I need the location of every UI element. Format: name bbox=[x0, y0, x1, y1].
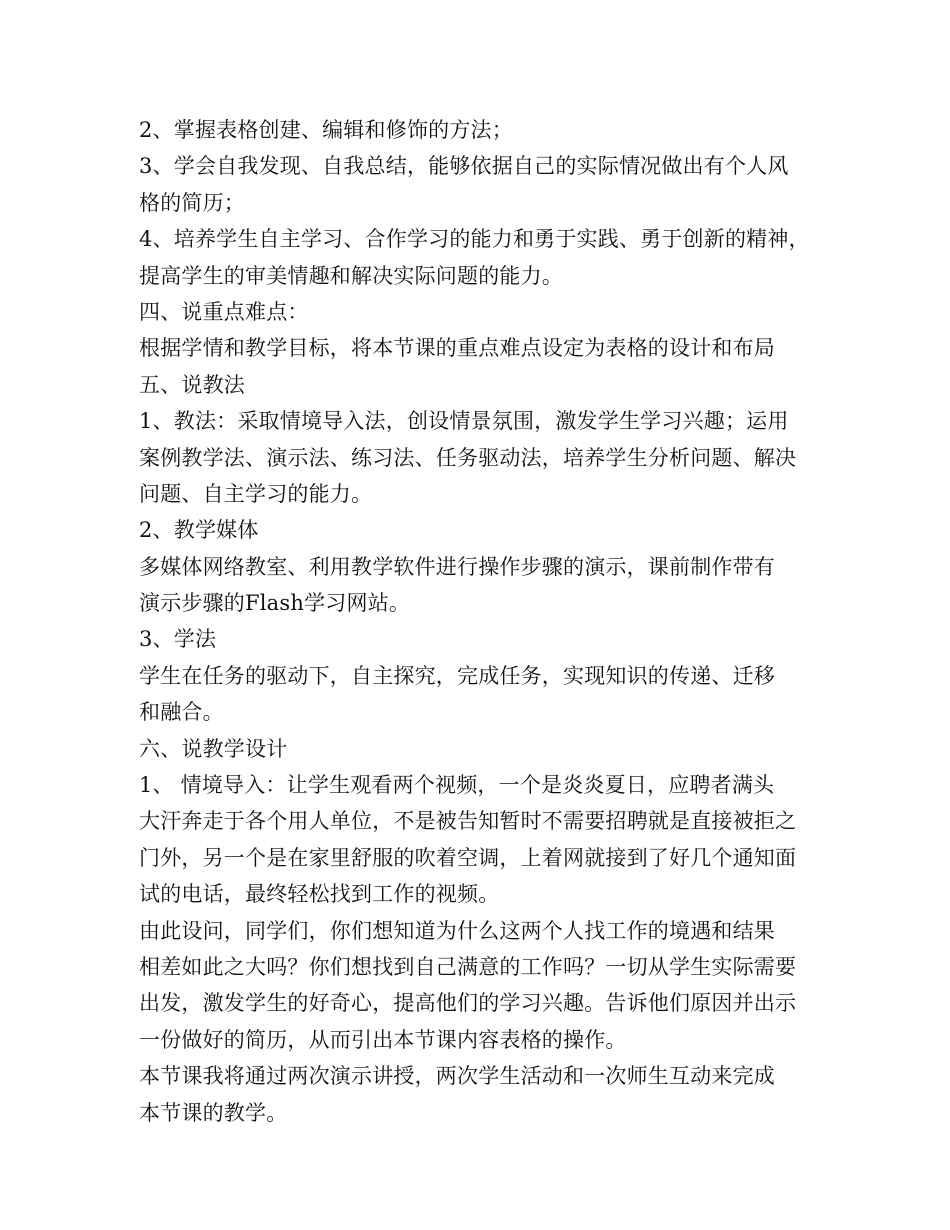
text-line: 由此设问，同学们，你们想知道为什么这两个人找工作的境遇和结果 bbox=[139, 918, 775, 943]
text-line: 多媒体网络教室、利用教学软件进行操作步骤的演示，课前制作带有 bbox=[139, 554, 775, 579]
text-line: 格的简历； bbox=[139, 190, 245, 215]
text-line: 4、培养学生自主学习、合作学习的能力和勇于实践、勇于创新的精神， bbox=[139, 227, 810, 252]
text-line: 3、学会自我发现、自我总结，能够依据自己的实际情况做出有个人风 bbox=[139, 154, 789, 179]
section-heading: 四、说重点难点： bbox=[139, 299, 309, 324]
text-line: 本节课我将通过两次演示讲授，两次学生活动和一次师生互动来完成 bbox=[139, 1064, 775, 1089]
text-line: 本节课的教学。 bbox=[139, 1100, 288, 1125]
text-line: 一份做好的简历，从而引出本节课内容表格的操作。 bbox=[139, 1027, 627, 1052]
text-line: 1、教法：采取情境导入法，创设情景氛围，激发学生学习兴趣；运用 bbox=[139, 409, 789, 434]
text-line: 门外，另一个是在家里舒服的吹着空调，上着网就接到了好几个通知面 bbox=[139, 845, 797, 870]
text-line: 提高学生的审美情趣和解决实际问题的能力。 bbox=[139, 263, 563, 288]
text-line: 2、掌握表格创建、编辑和修饰的方法； bbox=[139, 118, 513, 142]
text-line: 演示步骤的Flash学习网站。 bbox=[139, 591, 411, 616]
section-heading: 五、说教法 bbox=[139, 372, 245, 397]
subsection-heading: 2、教学媒体 bbox=[139, 518, 259, 543]
text-line: 相差如此之大吗？你们想找到自己满意的工作吗？一切从学生实际需要 bbox=[139, 954, 797, 979]
document-body bbox=[139, 112, 819, 1131]
text-line: 问题、自主学习的能力。 bbox=[139, 481, 373, 506]
text-line: 根据学情和教学目标，将本节课的重点难点设定为表格的设计和布局 bbox=[139, 336, 775, 361]
text-line: 试的电话，最终轻松找到工作的视频。 bbox=[139, 882, 500, 907]
text-line: 大汗奔走于各个用人单位，不是被告知暂时不需要招聘就是直接被拒之 bbox=[139, 809, 797, 834]
section-heading: 六、说教学设计 bbox=[139, 736, 288, 761]
text-line: 1、 情境导入：让学生观看两个视频，一个是炎炎夏日，应聘者满头 bbox=[139, 773, 775, 798]
text-line: 出发，激发学生的好奇心，提高他们的学习兴趣。告诉他们原因并出示 bbox=[139, 991, 797, 1016]
text-line: 和融合。 bbox=[139, 700, 224, 725]
subsection-heading: 3、学法 bbox=[139, 627, 217, 652]
text-line: 学生在任务的驱动下，自主探究，完成任务，实现知识的传递、迁移 bbox=[139, 663, 775, 688]
text-line: 案例教学法、演示法、练习法、任务驱动法，培养学生分析问题、解决 bbox=[139, 445, 797, 470]
